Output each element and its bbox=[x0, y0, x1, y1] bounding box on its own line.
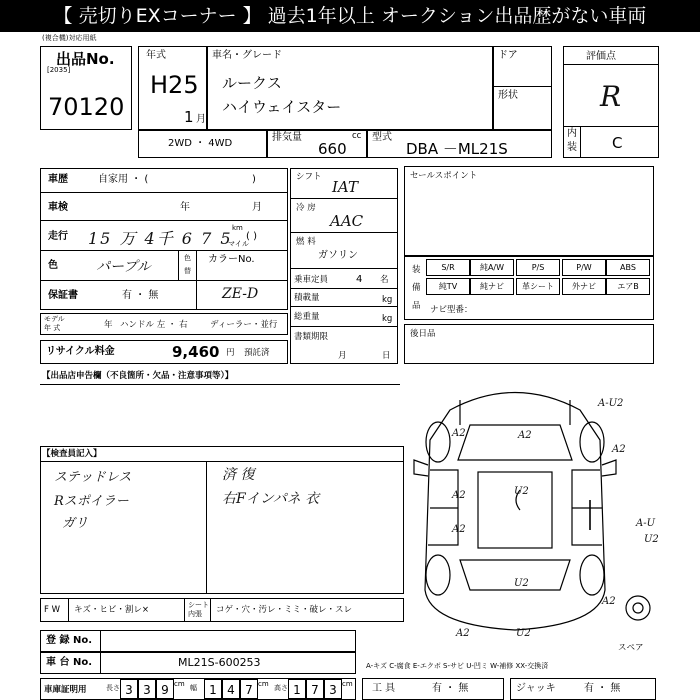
jack-label: ジャッキ bbox=[516, 683, 556, 694]
mark-right-rear: A-U bbox=[636, 518, 656, 529]
year-era: H25 bbox=[150, 71, 199, 99]
note-right-1: 済 復 bbox=[222, 467, 255, 483]
color-change-2: 替 bbox=[184, 267, 191, 275]
car-damage-diagram bbox=[400, 380, 700, 650]
warranty-handwritten: ZE-D bbox=[222, 286, 259, 302]
mark-roof: U2 bbox=[514, 486, 529, 497]
certificate-width-digit: 1 bbox=[204, 679, 222, 699]
sales-point-label: セールスポイント bbox=[410, 171, 478, 181]
recycle-unit: 円 bbox=[226, 348, 235, 358]
fw-seat-1: シート bbox=[188, 601, 209, 609]
top-note: (複合機)対応用紙 bbox=[42, 34, 97, 42]
note-left-1: ステッドレス bbox=[54, 470, 132, 485]
certificate-width-label: 幅 bbox=[190, 684, 197, 692]
mark-left-door-1: A2 bbox=[452, 490, 466, 501]
history-close: ) bbox=[252, 174, 256, 185]
banner-title: 【 売切りEXコーナー 】 過去1年以上 オークション出品歴がない車両 bbox=[0, 0, 700, 32]
color-label: 色 bbox=[48, 260, 58, 271]
interior-label-2: 装 bbox=[567, 142, 577, 153]
mileage-km: km bbox=[232, 224, 243, 232]
mileage-handwritten: 15 万 4千 6 7 5 bbox=[88, 229, 233, 248]
capacity-label: 乗車定員 bbox=[294, 275, 329, 285]
recycle-note: 預託済 bbox=[244, 348, 270, 358]
year-month: 1 bbox=[184, 108, 194, 126]
fw-items: キズ・ヒビ・割レ× bbox=[74, 605, 149, 615]
load-label: 積載量 bbox=[294, 293, 320, 303]
mark-hood: A2 bbox=[518, 430, 532, 441]
score-label: 評価点 bbox=[586, 51, 616, 62]
history-value: 自家用 ・ ( bbox=[98, 174, 149, 185]
shape-label: 形状 bbox=[498, 90, 518, 101]
fuel-value: ガソリン bbox=[318, 250, 358, 261]
mark-rear-bumper: U2 bbox=[516, 628, 531, 639]
mileage-paren: ( ) bbox=[246, 231, 257, 242]
score-value: R bbox=[600, 80, 622, 113]
load-unit: kg bbox=[382, 295, 393, 305]
fw-label: F W bbox=[44, 605, 60, 615]
certificate-height-digit: 1 bbox=[288, 679, 306, 699]
delivery-box bbox=[404, 324, 654, 364]
warranty-value: 有 ・ 無 bbox=[122, 290, 159, 301]
mark-rear-left: A2 bbox=[456, 628, 470, 639]
inspection-year: 年 bbox=[180, 202, 190, 213]
model-label: 型式 bbox=[372, 132, 392, 143]
ac-handwritten: AAC bbox=[330, 212, 364, 230]
equipment-item: P/W bbox=[562, 259, 606, 276]
model-year-label-1: モデル bbox=[44, 315, 65, 323]
equipment-item: ABS bbox=[606, 259, 650, 276]
dealer: ディーラー・並行 bbox=[210, 320, 278, 330]
lot-code: [2035] bbox=[47, 66, 71, 74]
handle: ハンドル 左 ・ 右 bbox=[120, 320, 188, 330]
interior-label-1: 内 bbox=[567, 128, 577, 139]
mark-front-left: A2 bbox=[452, 428, 466, 439]
note-right-2: 右Fインパネ 衣 bbox=[222, 491, 320, 507]
color-handwritten: パープル bbox=[96, 259, 151, 275]
lot-label: 出品No. bbox=[56, 50, 115, 68]
equipment-label-3: 品 bbox=[412, 301, 421, 311]
inspection-month: 月 bbox=[252, 202, 262, 213]
spare-label: スペア bbox=[618, 643, 644, 653]
doc-expiry-month: 月 bbox=[338, 351, 347, 361]
ac-label: 冷 房 bbox=[296, 203, 316, 213]
note-left-3: ガリ bbox=[62, 516, 89, 531]
tools-value: 有 ・ 無 bbox=[432, 683, 469, 694]
note-left-2: Rスポイラー bbox=[54, 494, 129, 509]
certificate-length-label: 長さ bbox=[106, 684, 120, 692]
mark-rear: U2 bbox=[514, 578, 529, 589]
fuel-label: 燃 料 bbox=[296, 237, 316, 247]
equipment-label-1: 装 bbox=[412, 265, 421, 275]
tools-label: 工 具 bbox=[372, 683, 396, 694]
history-label: 車歴 bbox=[48, 174, 68, 185]
mark-front-right: A-U2 bbox=[598, 398, 624, 409]
delivery-label: 後日品 bbox=[410, 329, 436, 339]
model-year-unit: 年 bbox=[104, 320, 113, 330]
year-label: 年式 bbox=[146, 50, 166, 61]
gross-unit: kg bbox=[382, 314, 393, 324]
mark-right-front: A2 bbox=[612, 444, 626, 455]
certificate-height-label: 高さ bbox=[274, 684, 288, 692]
certificate-width-digit: 4 bbox=[222, 679, 240, 699]
fw-seat-items: コゲ・穴・汚レ・ミミ・破レ・スレ bbox=[216, 605, 353, 615]
mark-left-door-2: A2 bbox=[452, 524, 466, 535]
equipment-item: エアB bbox=[606, 278, 650, 295]
interior-value: C bbox=[612, 134, 623, 152]
certificate-height-digit: 3 bbox=[324, 679, 342, 699]
equipment-item: 純ナビ bbox=[470, 278, 514, 295]
equipment-item: 外ナビ bbox=[562, 278, 606, 295]
equipment-item: S/R bbox=[426, 259, 470, 276]
certificate-length-unit: cm bbox=[174, 680, 185, 688]
certificate-length-digit: 3 bbox=[138, 679, 156, 699]
model-year-label-2: 年 式 bbox=[44, 324, 61, 332]
color-change-1: 色 bbox=[184, 254, 191, 262]
chassis-label: 車 台 No. bbox=[46, 657, 93, 668]
registration-label: 登 録 No. bbox=[46, 635, 93, 646]
chassis-value: ML21S-600253 bbox=[178, 656, 261, 669]
mark-rear-right: A2 bbox=[602, 596, 616, 607]
recycle-value: 9,460 bbox=[172, 343, 220, 361]
inspector-label: 【検査員記入】 bbox=[42, 449, 102, 459]
inspection-label: 車検 bbox=[48, 202, 68, 213]
fw-seat-2: 内張 bbox=[188, 610, 202, 618]
certificate-length-digit: 9 bbox=[156, 679, 174, 699]
lot-number: 70120 bbox=[48, 93, 125, 121]
navi-label: ナビ型番： bbox=[430, 305, 473, 315]
certificate-length-digit: 3 bbox=[120, 679, 138, 699]
certificate-height-digit: 7 bbox=[306, 679, 324, 699]
shift-handwritten: IAT bbox=[332, 178, 358, 196]
jack-value: 有 ・ 無 bbox=[584, 683, 621, 694]
gross-label: 総重量 bbox=[294, 312, 320, 322]
color-no-label: カラーNo. bbox=[208, 254, 255, 265]
door-label: ドア bbox=[498, 50, 518, 61]
equipment-item: 革シート bbox=[516, 278, 560, 295]
recycle-label: リサイクル料金 bbox=[46, 346, 115, 357]
certificate-width-unit: cm bbox=[258, 680, 269, 688]
warranty-label: 保証書 bbox=[48, 290, 78, 301]
seller-note-label: 【出品店申告欄（不良箇所・欠品・注意事項等）】 bbox=[42, 371, 234, 381]
year-month-unit: 月 bbox=[196, 114, 206, 125]
mileage-label: 走行 bbox=[48, 231, 68, 242]
car-label: 車名・グレード bbox=[212, 50, 282, 61]
displacement-label: 排気量 bbox=[272, 132, 302, 143]
doc-expiry-day: 日 bbox=[382, 351, 391, 361]
capacity-value: 4 bbox=[356, 274, 363, 285]
car-name: ルークス bbox=[222, 74, 282, 92]
car-grade: ハイウェイスター bbox=[222, 98, 342, 116]
drive: 2WD ・ 4WD bbox=[168, 138, 233, 149]
mark-right-rear-2: U2 bbox=[644, 534, 659, 545]
mileage-mile: マイル bbox=[228, 240, 249, 248]
model-value: DBA －ML21S bbox=[406, 140, 508, 158]
doc-expiry-label: 書類期限 bbox=[294, 332, 329, 342]
equipment-label-2: 備 bbox=[412, 283, 421, 293]
equipment-item: 純TV bbox=[426, 278, 470, 295]
equipment-item: P/S bbox=[516, 259, 560, 276]
shift-label: シフト bbox=[296, 172, 322, 182]
certificate-width-digit: 7 bbox=[240, 679, 258, 699]
damage-legend: A-キズ C-腐食 E-エクボ S-サビ U-凹ミ W-補修 XX-交換済 bbox=[366, 662, 549, 670]
displacement-value: 660 bbox=[318, 140, 347, 158]
certificate-height-unit: cm bbox=[342, 680, 353, 688]
certificate-label: 車庫証明用 bbox=[44, 685, 87, 695]
capacity-unit: 名 bbox=[380, 275, 389, 285]
equipment-item: 純A/W bbox=[470, 259, 514, 276]
displacement-unit: cc bbox=[352, 131, 362, 141]
